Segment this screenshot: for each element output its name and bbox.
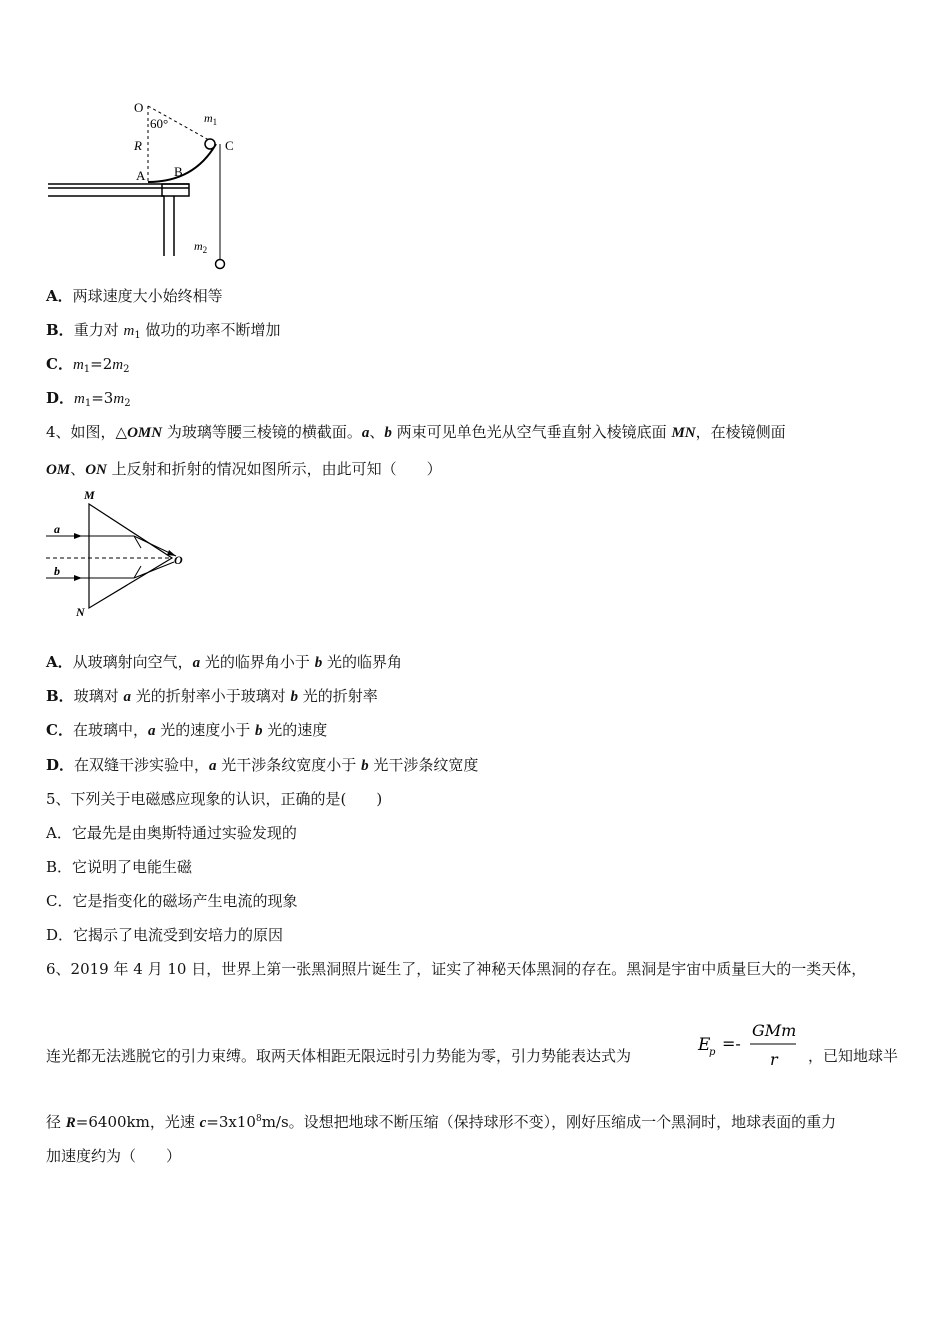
label-b: B bbox=[174, 164, 183, 179]
fig-label-b: b bbox=[54, 564, 60, 578]
q3-option-a: A．两球速度大小始终相等 bbox=[46, 287, 223, 305]
q5-option-a: A．它最先是由奥斯特通过实验发现的 bbox=[46, 824, 297, 842]
label-angle: 60° bbox=[150, 116, 169, 131]
formula-p: p bbox=[709, 1047, 716, 1058]
label-m1: $m_1$ bbox=[204, 111, 218, 127]
label-c: C bbox=[225, 138, 234, 153]
q3-option-b: B．重力对 $m_1$ 做功的功率不断增加 bbox=[46, 321, 281, 341]
q6-line2-a: 连光都无法逃脱它的引力束缚。取两天体相距无限远时引力势能为零，引力势能表达式为 bbox=[46, 1047, 632, 1065]
fig-label-n: N bbox=[76, 605, 85, 619]
q3-option-c: C．$m_1=2m_2$ bbox=[46, 355, 130, 375]
prism-triangle bbox=[89, 504, 172, 608]
potential-energy-formula bbox=[696, 1018, 806, 1070]
ray-b-arrow bbox=[74, 575, 82, 581]
ball-m1 bbox=[205, 139, 215, 149]
label-r: R bbox=[134, 138, 142, 153]
formula-eq: =- bbox=[722, 1034, 741, 1053]
fig-label-m: M bbox=[84, 488, 95, 502]
q3-option-d: D．$m_1=3m_2$ bbox=[46, 389, 131, 409]
label-m2-sub: 2 bbox=[202, 245, 208, 255]
ray-a-arrow bbox=[74, 533, 82, 539]
figure-prism bbox=[44, 486, 204, 620]
q4-option-d: D．在双缝干涉实验中，a 光干涉条纹宽度小于 b 光干涉条纹宽度 bbox=[46, 756, 479, 774]
q4-option-c: C．在玻璃中，a 光的速度小于 b 光的速度 bbox=[46, 721, 328, 739]
table-edge bbox=[162, 184, 189, 196]
q6-line2-b: ，已知地球半 bbox=[808, 1047, 899, 1065]
q4-stem-line2: OM、ON 上反射和折射的情况如图所示，由此可知（ ） bbox=[46, 460, 442, 478]
label-a: A bbox=[136, 168, 146, 183]
q6-line4: 加速度约为（ ） bbox=[46, 1147, 182, 1165]
q4-option-a: A．从玻璃射向空气，a 光的临界角小于 b 光的临界角 bbox=[46, 653, 402, 671]
q5-option-d: D．它揭示了电流受到安培力的原因 bbox=[46, 926, 284, 944]
formula-num: GMm bbox=[752, 1021, 797, 1040]
q5-option-c: C．它是指变化的磁场产生电流的现象 bbox=[46, 892, 298, 910]
formula-e: E bbox=[698, 1035, 711, 1055]
formula-den: r bbox=[770, 1050, 778, 1069]
fig-label-o: O bbox=[174, 553, 183, 567]
q5-option-b: B．它说明了电能生磁 bbox=[46, 858, 193, 876]
q4-stem-line1: 4、如图，△OMN 为玻璃等腰三棱镜的横截面。a、b 两束可见单色光从空气垂直射入棱镜底面 MN，在棱镜侧面 bbox=[46, 423, 786, 441]
ray-b-refract bbox=[134, 562, 174, 578]
fig-label-a: a bbox=[54, 522, 60, 536]
ball-m2 bbox=[216, 260, 225, 269]
label-o: O bbox=[134, 100, 144, 115]
label-m2: $m_2$ bbox=[194, 239, 208, 255]
label-m1-sub: 1 bbox=[212, 117, 218, 127]
q6-line3: 径 R=6400km，光速 $c=3x10^8m/s$。设想把地球不断压缩（保持球形不变），刚好压缩成一个黑洞时，地球表面的重力 bbox=[46, 1113, 837, 1131]
q6-line1: 6、2019 年 4 月 10 日，世界上第一张黑洞照片诞生了，证实了神秘天体黑洞的存在。黑洞是宇宙中质量巨大的一类天体， bbox=[46, 960, 867, 978]
q4-option-b: B．玻璃对 a 光的折射率小于玻璃对 b 光的折射率 bbox=[46, 687, 378, 705]
q5-stem: 5、下列关于电磁感应现象的认识，正确的是( ) bbox=[46, 790, 383, 808]
figure-pulley-table bbox=[44, 92, 244, 272]
